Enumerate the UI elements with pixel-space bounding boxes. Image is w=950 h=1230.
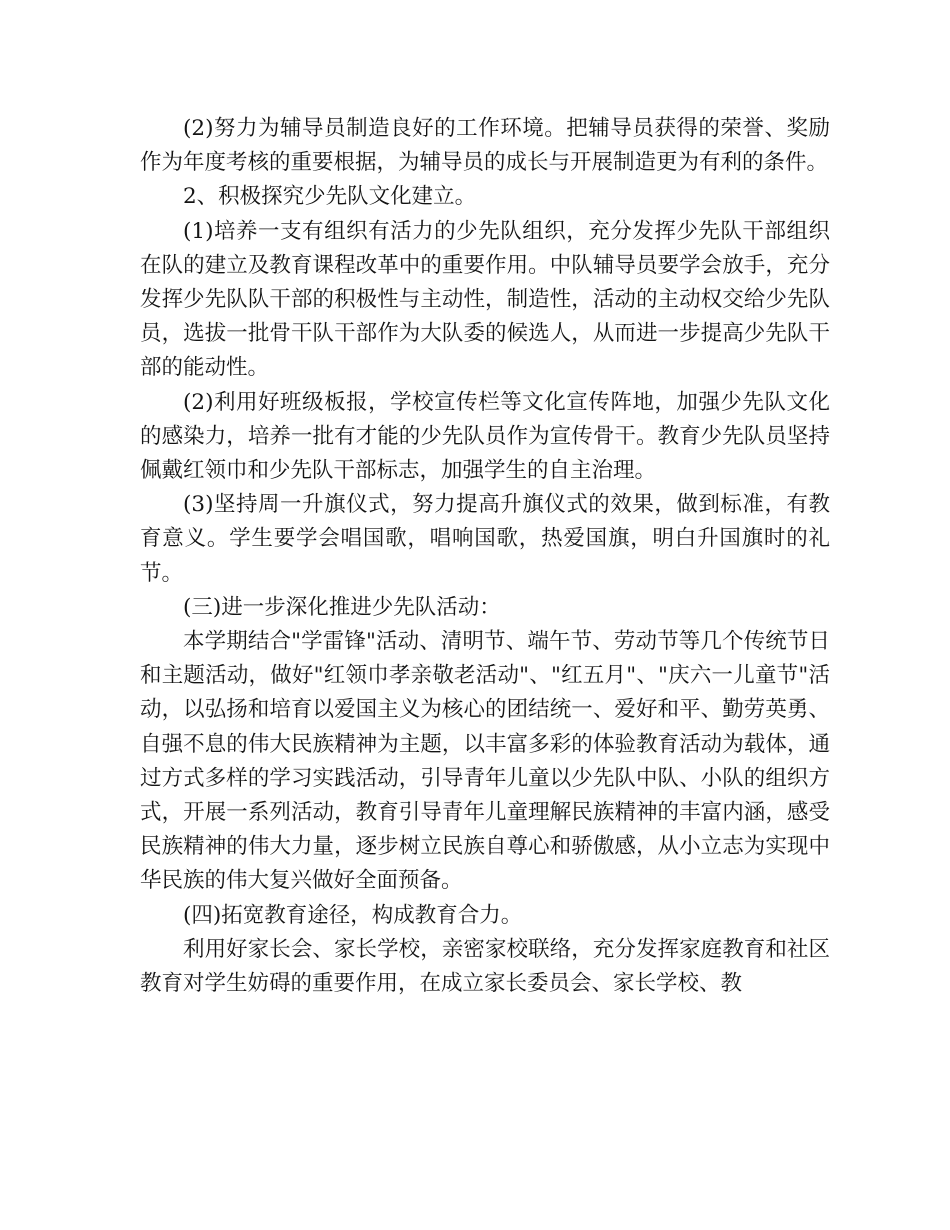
section-heading: (四)拓宽教育途径，构成教育合力。	[183, 902, 523, 928]
paragraph: (1)培养一支有组织有活力的少先队组织，充分发挥少先队干部组织在队的建立及教育课程改革中的重要作用。中队辅导员要学会放手，充分发挥少先队队干部的积极性与主动性，制造性，活动的主动权交给少先队员，选拔一批骨干队干部作为大队委的候选人，从而进一步提高少先队干部的能动性。	[140, 218, 830, 381]
section-heading: (三)进一步深化推进少先队活动：	[183, 594, 501, 620]
paragraph: 本学期结合"学雷锋"活动、清明节、端午节、劳动节等几个传统节日和主题活动，做好"红领巾孝亲敬老活动"、"红五月"、"庆六一儿童节"活动，以弘扬和培育以爱国主义为核心的团结统一、爱好和平、勤劳英勇、自强不息的伟大民族精神为主题，以丰富多彩的体验教育活动为载体，通过方式多样的学习实践活动，引导青年儿童以少先队中队、小队的组织方式，开展一系列活动，教育引导青年儿童理解民族精神的丰富内涵，感受民族精神的伟大力量，逐步树立民族自尊心和骄傲感，从小立志为实现中华民族的伟大复兴做好全面预备。	[140, 629, 830, 894]
paragraph: (3)坚持周一升旗仪式，努力提高升旗仪式的效果，做到标准，有教育意义。学生要学会唱国歌，唱响国歌，热爱国旗，明白升国旗时的礼节。	[140, 492, 830, 586]
paragraph: 利用好家长会、家长学校，亲密家校联络，充分发挥家庭教育和社区教育对学生妨碍的重要作用，在成立家长委员会、家长学校、教	[140, 936, 830, 997]
paragraph: (2)利用好班级板报，学校宣传栏等文化宣传阵地，加强少先队文化的感染力，培养一批有才能的少先队员作为宣传骨干。教育少先队员坚持佩戴红领巾和少先队干部标志，加强学生的自主治理。	[140, 389, 830, 484]
paragraph: (2)努力为辅导员制造良好的工作环境。把辅导员获得的荣誉、奖励作为年度考核的重要根据，为辅导员的成长与开展制造更为有利的条件。	[140, 116, 830, 176]
paragraph: 2、积极探究少先队文化建立。	[183, 184, 477, 210]
document-body	[140, 112, 830, 1001]
